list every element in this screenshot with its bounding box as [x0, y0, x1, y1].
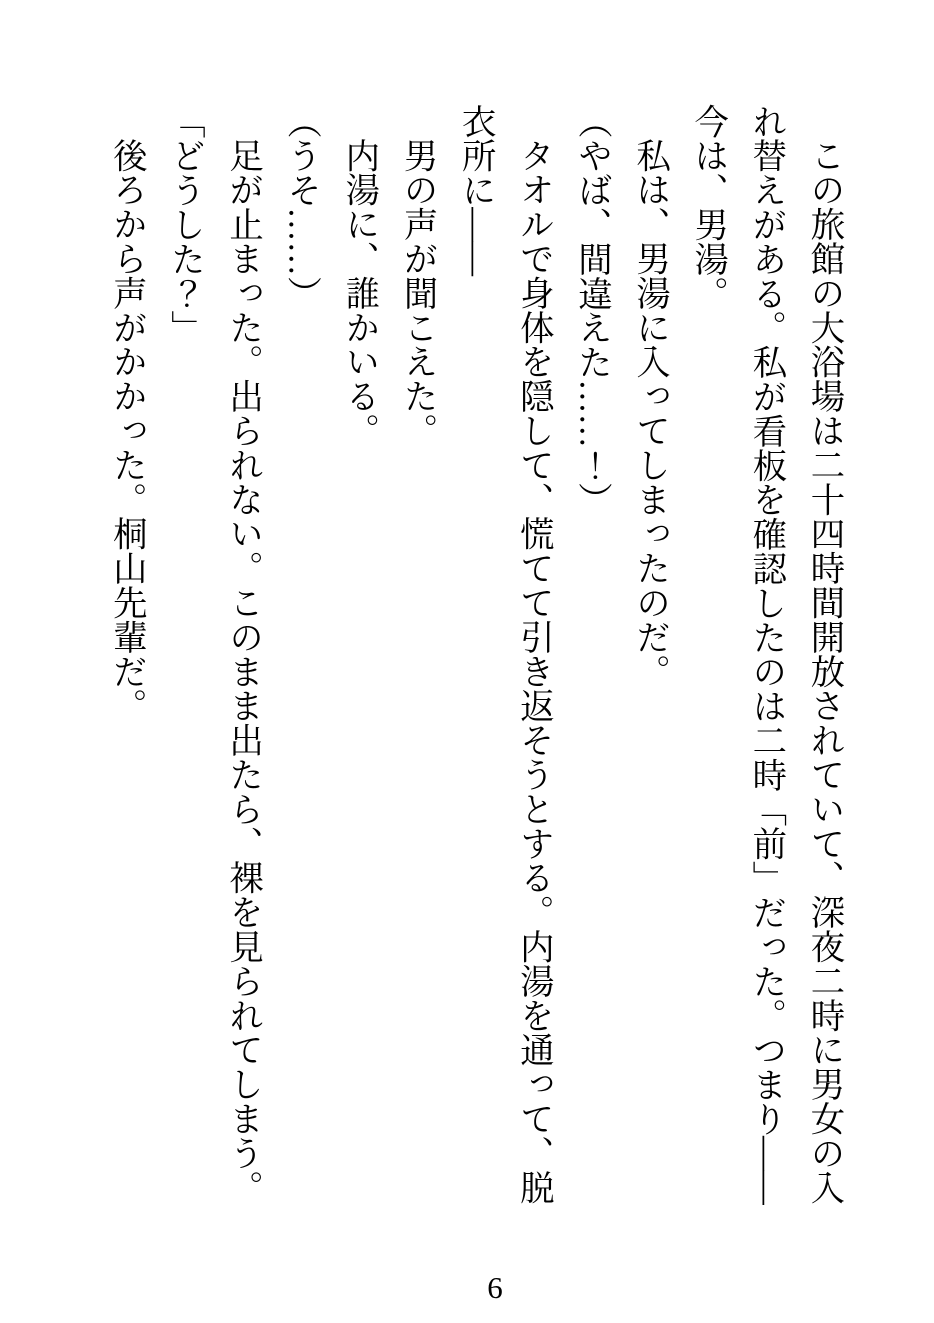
paragraph: （うそ……）	[281, 104, 320, 311]
paragraph: 私は、男湯に入ってしまったのだ。	[630, 138, 669, 689]
paragraph: 内湯に、誰かいる。	[339, 138, 378, 448]
paragraph: タオルで身体を隠して、慌てて引き返そうとする。内湯を通って、脱衣所に――	[456, 104, 553, 1205]
paragraph: この旅館の大浴場は二十四時間開放されていて、深夜二時に男女の入れ替えがある。私が看板を確認したのは二時「前」だった。つまり――今は、男湯。	[688, 104, 843, 1205]
paragraph: 「どうした？」	[165, 104, 204, 345]
paragraph: 後ろから声がかかった。桐山先輩だ。	[107, 138, 146, 724]
paragraph: 足が止まった。出られない。このまま出たら、裸を見られてしまう。	[223, 138, 262, 1205]
text-body	[97, 104, 853, 1206]
paragraph: 男の声が聞こえた。	[398, 138, 437, 448]
page-number: 6	[487, 1270, 503, 1305]
paragraph: （やば、間違えた……！）	[572, 104, 611, 517]
